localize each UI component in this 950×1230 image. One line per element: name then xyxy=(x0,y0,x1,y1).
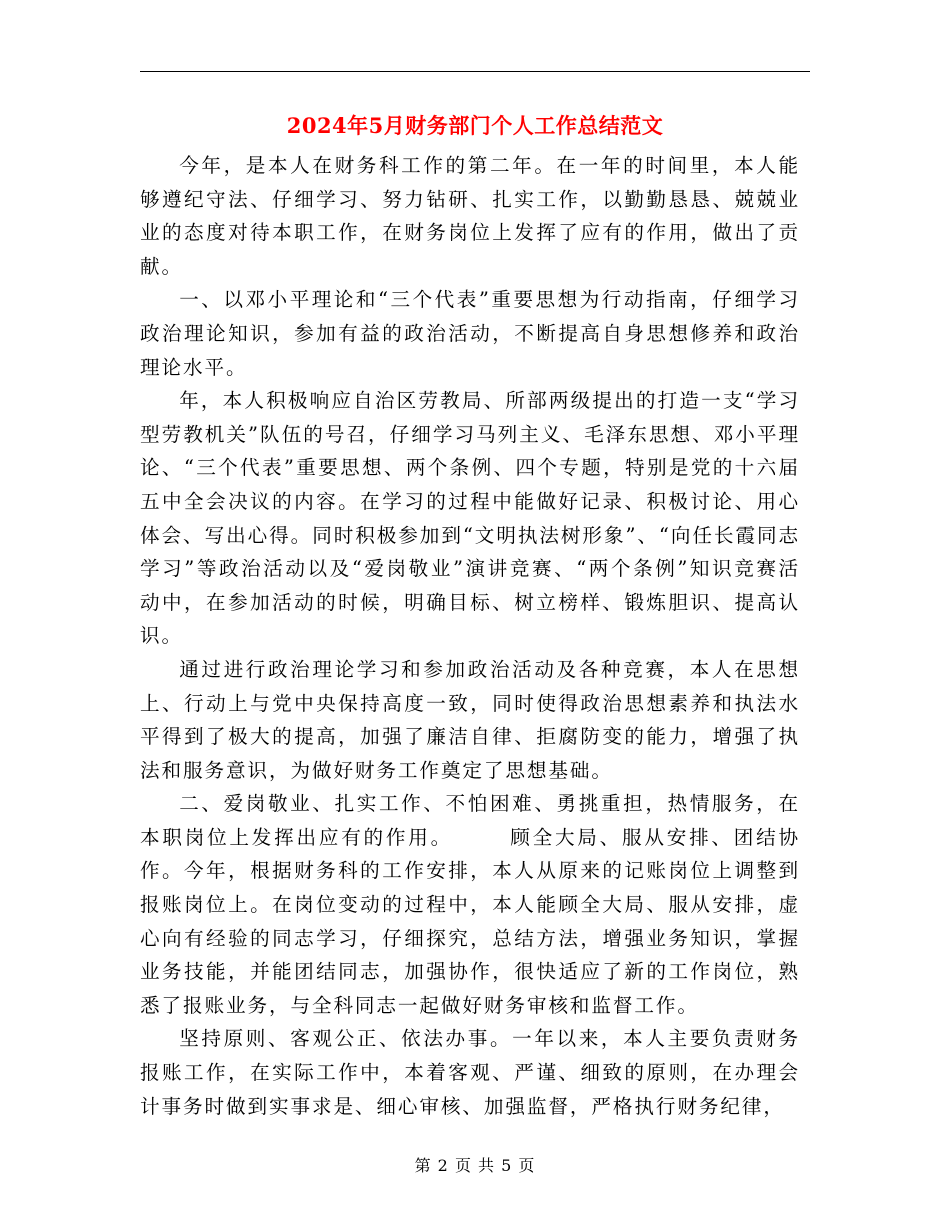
document-title: 2024年5月财务部门个人工作总结范文 xyxy=(286,113,664,138)
document-body xyxy=(140,149,800,1123)
paragraph-study-results: 通过进行政治理论学习和参加政治活动及各种竞赛，本人在思想上、行动上与党中央保持高度一致，同时使得政治思想素养和执法水平得到了极大的提高，加强了廉洁自律、拒腐防变的能力，增强了执法和服务意识，为做好财务工作奠定了思想基础。 xyxy=(140,657,800,782)
paragraph-section-two: 二、爱岗敬业、扎实工作、不怕困难、勇挑重担，热情服务，在本职岗位上发挥出应有的作用。 顾全大局、服从安排、团结协作。今年，根据财务科的工作安排，本人从原来的记账岗位上调整到报账岗位上。在岗位变动的过程中，本人能顾全大局、服从安排，虚心向有经验的同志学习，仔细探究，总结方法，增强业务知识，掌握业务技能，并能团结同志，加强协作，很快适应了新的工作岗位，熟悉了报账业务，与全科同志一起做好财务审核和监督工作。 xyxy=(140,792,800,1017)
paragraph-intro: 今年，是本人在财务科工作的第二年。在一年的时间里，本人能够遵纪守法、仔细学习、努力钻研、扎实工作，以勤勤恳恳、兢兢业业的态度对待本职工作，在财务岗位上发挥了应有的作用，做出了贡献。 xyxy=(140,154,800,278)
paragraph-principles: 坚持原则、客观公正、依法办事。一年以来，本人主要负责财务报账工作，在实际工作中，本着客观、严谨、细致的原则，在办理会计事务时做到实事求是、细心审核、加强监督，严格执行财务纪律， xyxy=(140,1027,800,1118)
page-number-footer: 第 2 页 共 5 页 xyxy=(414,1156,536,1175)
paragraph-section-one-heading: 一、以邓小平理论和“三个代表”重要思想为行动指南，仔细学习政治理论知识，参加有益的政治活动，不断提高自身思想修养和政治理论水平。 xyxy=(140,288,800,379)
header-rule xyxy=(140,71,810,72)
paragraph-study-activities: 年，本人积极响应自治区劳教局、所部两级提出的打造一支“学习型劳教机关”队伍的号召，仔细学习马列主义、毛泽东思想、邓小平理论、“三个代表”重要思想、两个条例、四个专题，特别是党的十六届五中全会决议的内容。在学习的过程中能做好记录、积极讨论、用心体会、写出心得。同时积极参加到“文明执法树形象”、“向任长霞同志学习”等政治活动以及“爱岗敬业”演讲竞赛、“两个条例”知识竞赛活动中，在参加活动的时候，明确目标、树立榜样、锻炼胆识、提高认识。 xyxy=(140,389,800,648)
